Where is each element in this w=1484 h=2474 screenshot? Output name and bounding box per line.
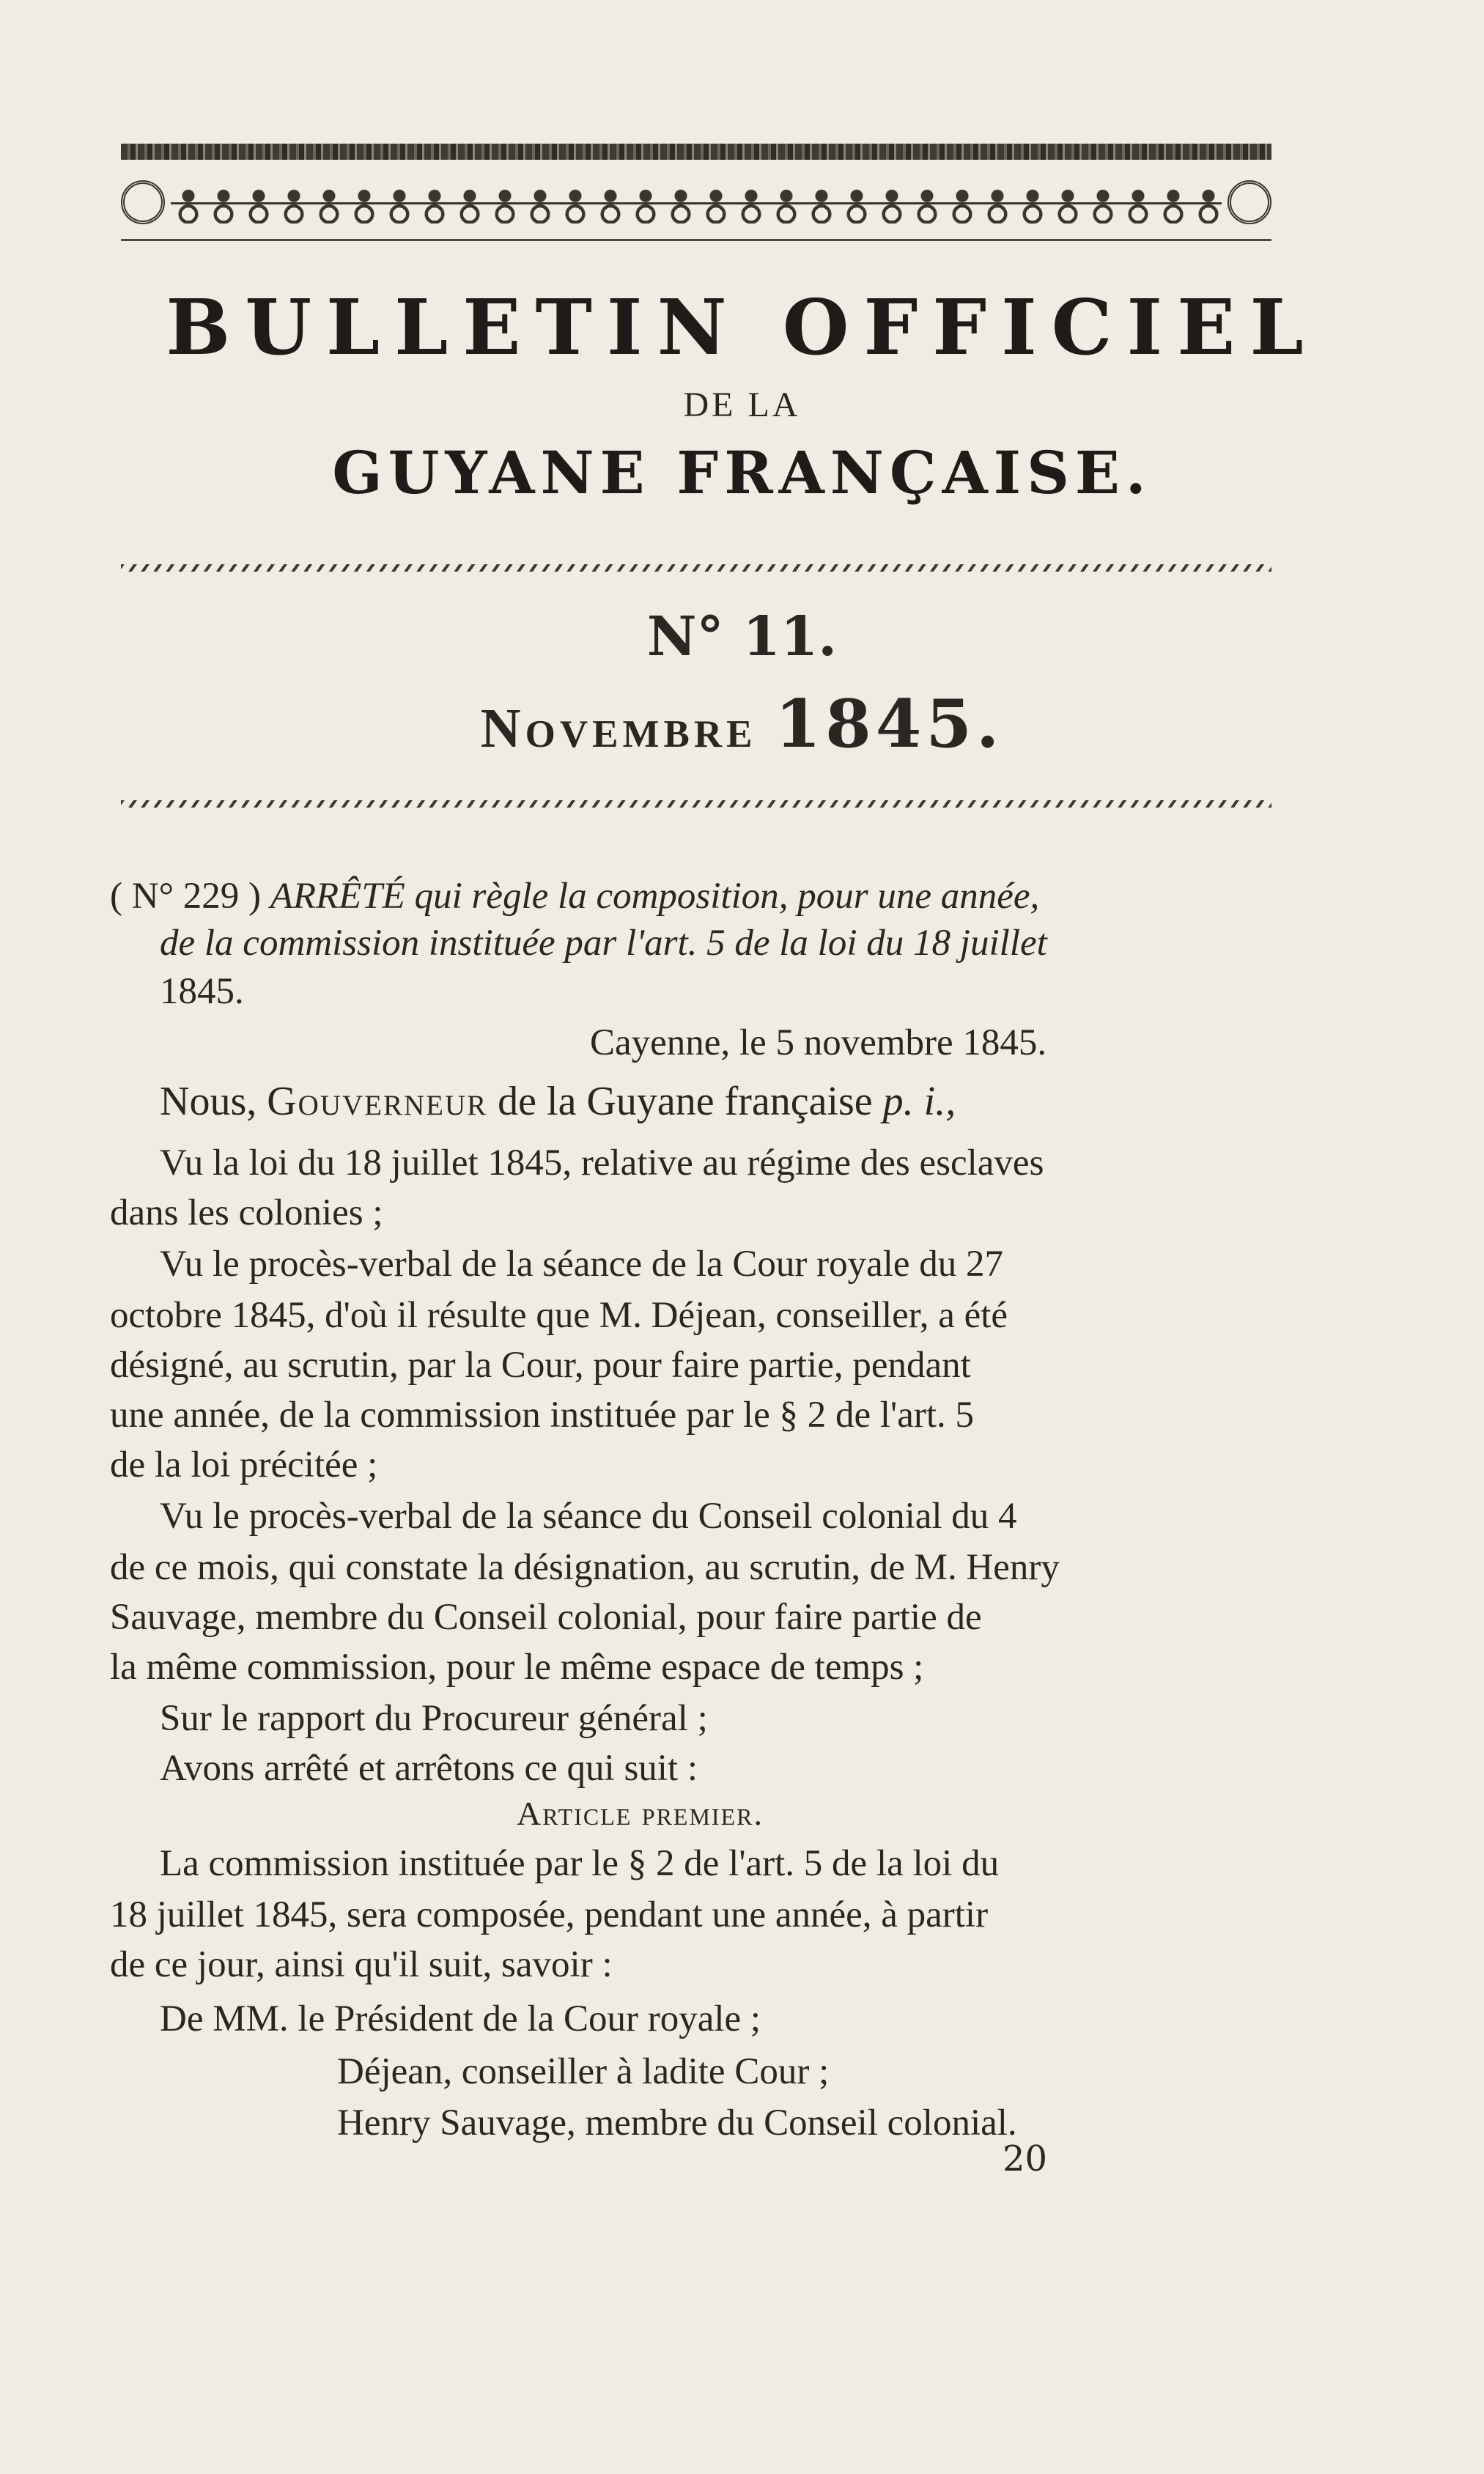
body-line: la même commission, pour le même espace de temps ; bbox=[110, 1647, 924, 1688]
issue-month: Novembre bbox=[480, 698, 757, 759]
body-line: Sauvage, membre du Conseil colonial, pour faire partie de bbox=[110, 1597, 982, 1638]
page-number: 20 bbox=[1003, 2138, 1048, 2179]
article-line: Henry Sauvage, membre du Conseil colonial. bbox=[337, 2102, 1017, 2143]
issue-date bbox=[0, 685, 1484, 763]
ornament-scroll-pattern bbox=[171, 181, 1222, 224]
article-line: La commission instituée par le § 2 de l'art. 5 de la loi du bbox=[160, 1843, 1000, 1884]
article-line: Déjean, conseiller à ladite Cour ; bbox=[337, 2051, 830, 2092]
body-line: octobre 1845, d'où il résulte que M. Déjean, conseiller, a été bbox=[110, 1295, 1008, 1336]
intro-rest: de la Guyane française bbox=[498, 1079, 873, 1124]
arrete-heading-line-3: 1845. bbox=[160, 971, 244, 1012]
issue-year: 1845. bbox=[775, 685, 1004, 763]
masthead-rule-bottom bbox=[121, 239, 1271, 241]
body-line: Avons arrêté et arrêtons ce qui suit : bbox=[160, 1748, 698, 1789]
body-line: une année, de la commission instituée par le § 2 de l'art. 5 bbox=[110, 1395, 975, 1436]
masthead-ornament-band bbox=[121, 176, 1271, 229]
article-line: 18 juillet 1845, sera composée, pendant une année, à partir bbox=[110, 1894, 989, 1935]
body-line: de la loi précitée ; bbox=[110, 1444, 378, 1485]
intro-pi: p. i., bbox=[882, 1079, 956, 1124]
wavy-rule-bottom bbox=[121, 800, 1271, 808]
body-line: Vu le procès-verbal de la séance du Conseil colonial du 4 bbox=[160, 1496, 1017, 1537]
body-line: de ce mois, qui constate la désignation, au scrutin, de M. Henry bbox=[110, 1547, 1060, 1588]
territory-name: GUYANE FRANÇAISE. bbox=[332, 438, 1152, 507]
arrete-heading-line-1 bbox=[110, 871, 1039, 922]
masthead-rule-top bbox=[121, 144, 1271, 160]
article-line: De MM. le Président de la Cour royale ; bbox=[160, 1998, 761, 2039]
arrete-dateline: Cayenne, le 5 novembre 1845. bbox=[590, 1022, 1047, 1063]
intro-nous: Nous, bbox=[160, 1079, 257, 1124]
ornament-rosette-left bbox=[121, 180, 165, 224]
arrete-heading-line-2: de la commission instituée par l'art. 5 de la loi du 18 juillet bbox=[160, 923, 1047, 964]
ornament-rosette-right bbox=[1228, 180, 1271, 224]
issue-number: N° 11. bbox=[646, 605, 838, 668]
bulletin-subtitle: DE LA bbox=[683, 385, 801, 424]
body-line: Sur le rapport du Procureur général ; bbox=[160, 1698, 708, 1739]
body-line: Vu le procès-verbal de la séance de la Cour royale du 27 bbox=[160, 1244, 1004, 1285]
intro-governor: Gouverneur bbox=[267, 1079, 488, 1124]
arrete-heading-text: ARRÊTÉ qui règle la composition, pour une année, bbox=[270, 876, 1040, 917]
body-line: désigné, au scrutin, par la Cour, pour faire partie, pendant bbox=[110, 1345, 971, 1386]
bulletin-title: BULLETIN OFFICIEL bbox=[166, 282, 1318, 372]
wavy-rule-top bbox=[121, 564, 1271, 572]
arrete-number: ( N° 229 ) bbox=[110, 876, 261, 917]
body-line: Vu la loi du 18 juillet 1845, relative au régime des esclaves bbox=[160, 1142, 1044, 1184]
arrete-intro bbox=[160, 1076, 956, 1127]
article-line: de ce jour, ainsi qu'il suit, savoir : bbox=[110, 1944, 613, 1985]
body-line: dans les colonies ; bbox=[110, 1192, 383, 1233]
article-heading: Article premier. bbox=[517, 1795, 764, 1832]
